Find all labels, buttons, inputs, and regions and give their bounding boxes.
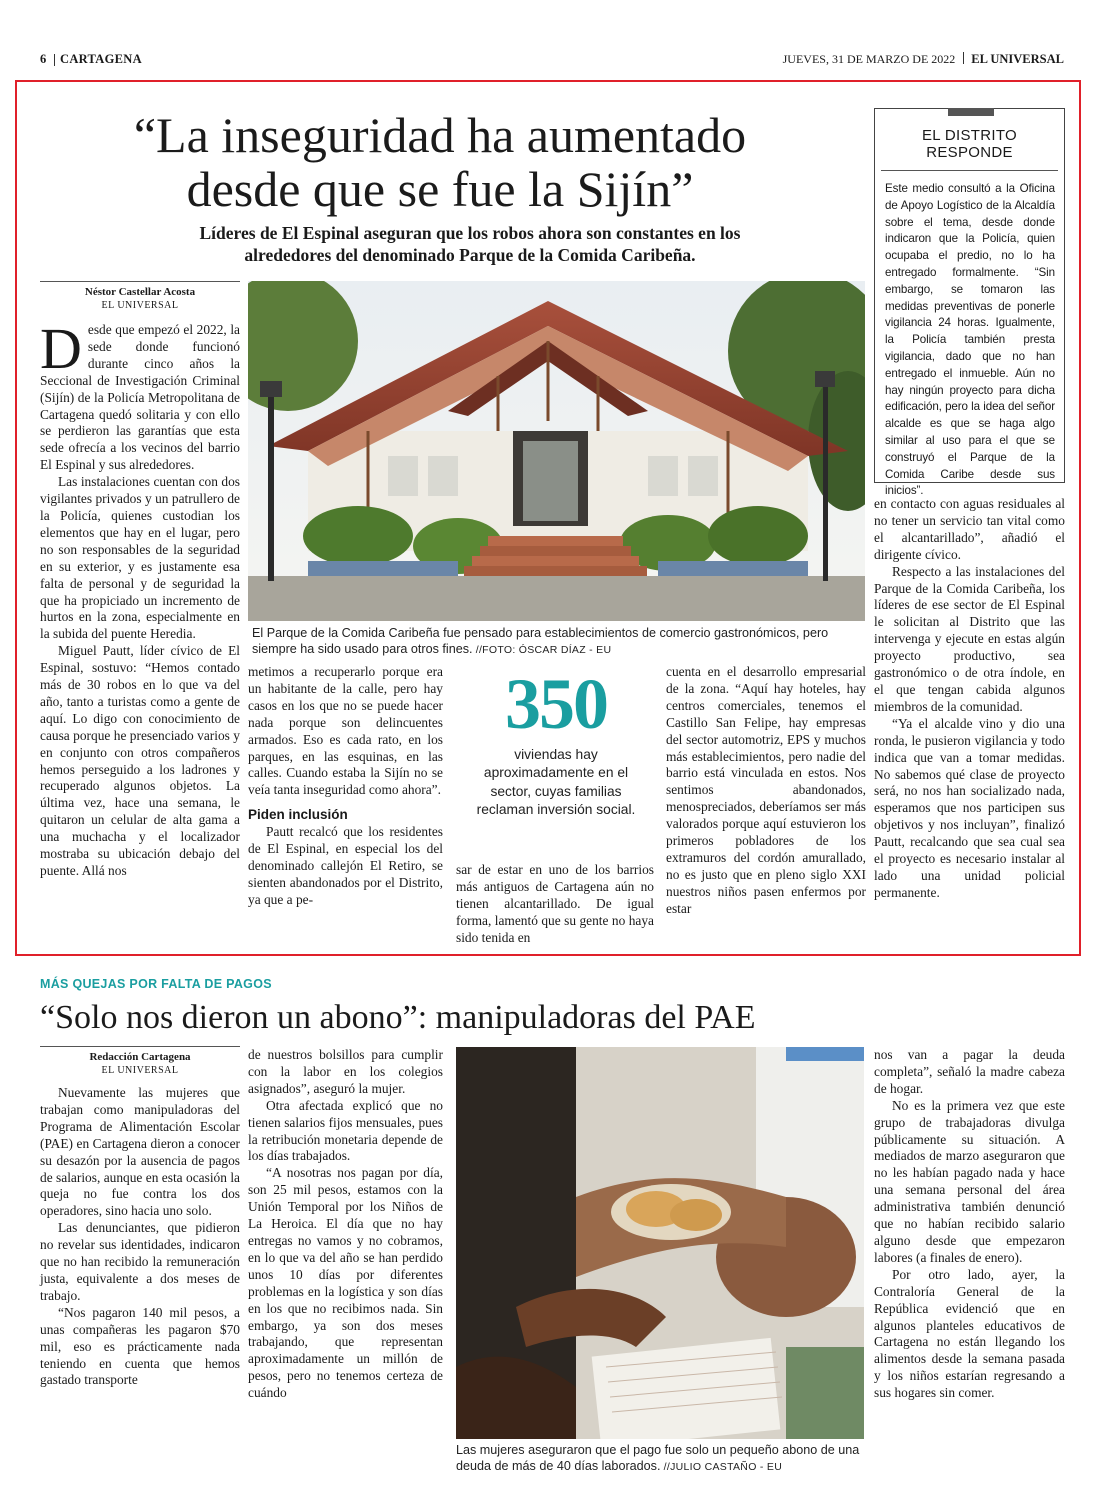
- second-kicker: MÁS QUEJAS POR FALTA DE PAGOS: [40, 977, 272, 991]
- main-column-4: cuenta en el desarrollo empresarial de la zona. “Aquí hay hoteles, hay centros comerciales, tenemos el Castillo San Felipe, hay empresas del sector automotriz, EPS y muchos más establecimientos, pero nadie del barrio está vinculada en estos. Nos sentimos abandonados, menospreciados, deberíamos ser más valorados porque aquí estuvieron los primeros pobladores de los extramuros del cordón amurallado, no es justo que en pleno siglo XXI nuestros niños pasen enfermos por estar: [666, 664, 866, 916]
- sidebar-box: [874, 108, 1065, 498]
- section-name: CARTAGENA: [60, 52, 142, 66]
- issue-date: JUEVES, 31 DE MARZO DE 2022: [782, 52, 956, 66]
- publication-name: EL UNIVERSAL: [971, 52, 1064, 66]
- author-name: Néstor Castellar Acosta: [84, 286, 196, 298]
- header-divider: [54, 54, 55, 66]
- author-outlet: EL UNIVERSAL: [101, 300, 179, 311]
- main-deck: Líderes de El Espinal aseguran que los robos ahora son constantes en los alrededores del denominado Parque de la Comida Caribeña.: [199, 223, 741, 265]
- main-column-2: metimos a recuperarlo porque era un habitante de la calle, pero hay casos en los que no se puede hacer nada porque son delincuentes armados. Eso es cada rato, en los parques, en las esquinas, en las calles. Cuando estaba la Sijín no se veía tanta inseguridad como ahora”. Piden inclusión Pautt recalcó que los residentes de El Espinal, en especial los del denominado callejón El Retiro, se sienten abandonados por el Distrito, ya que a pe-: [248, 664, 443, 907]
- sidebar-tab: [948, 108, 994, 116]
- stat-callout: [456, 664, 656, 820]
- manipuladoras-photo: [456, 1047, 864, 1439]
- main-column-3: sar de estar en uno de los barrios más antiguos de Cartagena aún no tienen alcantarillado. De igual forma, lamentó que su gente no haya sido tenida en: [456, 862, 654, 945]
- building-illustration: [248, 281, 865, 621]
- lead-paragraph: Desde que empezó el 2022, la sede donde funcionó durante cinco años la Seccional de Investigación Criminal (Sijín) de la Policía Metropolitana de Cartagena quedó solitaria y con ello se perdieron las garantías que esta sede ofrecía a los vecinos del barrio El Espinal y sus alrededores.: [40, 316, 240, 473]
- main-column-1: Desde que empezó el 2022, la sede donde funcionó durante cinco años la Seccional de Investigación Criminal (Sijín) de la Policía Metropolitana de Cartagena quedó solitaria y con ello se perdieron las garantías que esta sede ofrecía a los vecinos del barrio El Espinal y sus alrededores. Las instalaciones cuentan con dos vigilantes privados y un patrullero de la Policía, quienes custodian los elementos que hay en el lugar, pero no son responsables de la seguridad en su exterior, y es justamente esa falta de personal y de seguridad la que ha propiciado un incremento de hurtos en la zona, especialmente en la subida del puente Heredia. Miguel Pautt, líder cívico de El Espinal, sostuvo: “Hemos contado más de 30 robos en lo que va del año, tanto a turistas como a gente de aquí. Lo digo con conocimiento de causa porque he presenciado varios y en conjunto con otros compañeros hemos perseguido a los ladrones y recuperado algunos objetos. La última vez, hace una semana, le quitaron un celular de alta gama a una muchacha y el localizador mostraba su ubicación debajo del puente. Allá nos: [40, 316, 240, 878]
- second-photo-credit: //JULIO CASTAÑO - EU: [660, 1461, 783, 1473]
- second-headline: “Solo nos dieron un abono”: manipuladoras del PAE: [40, 999, 756, 1036]
- main-byline: [40, 281, 240, 312]
- main-column-5: en contacto con aguas residuales al no tener un servicio tan vital como el alcantarillado”, añadió el dirigente cívico. Respecto a las instalaciones del Parque de la Comida Caribeña, los líderes de ese sector de El Espinal le solicitan al Distrito que las intervenga y ejecute en estas algún proyecto productivo, sea gastronómico o de otra índole, en el que tengan cabida algunos miembros de la comunidad. “Ya el alcalde vino y dio una ronda, le pusieron vigilancia y todo indica que van a tomar medidas. No sabemos qué clase de proyecto será, no nos han socializado nada, esperamos que nos participen sus objetivos y nos incluyan”, finalizó Pautt, recalcando que sea cual sea el proyecto es necesario instalar al lado una unidad policial permanente.: [874, 496, 1065, 900]
- drop-cap: D: [40, 316, 82, 381]
- sidebar-title: EL DISTRITO RESPONDE: [922, 127, 1017, 161]
- main-headline: [40, 108, 840, 216]
- second-column-4: nos van a pagar la deuda completa”, señaló la madre cabeza de hogar. No es la primera vez que este grupo de trabajadoras divulga públicamente su situación. A mediados de marzo aseguraron que no les habían pagado nada y hace una semana personal del área administrativa también denunció que no habían recibido salario alguno desde que empezaron labores (a finales de enero). Por otro lado, ayer, la Contraloría General de la República evidenció que en algunos planteles educativos de Cartagena no están llegando los alimentos desde la semana pasada y los niños estarían regresando a sus hogares sin comer.: [874, 1047, 1065, 1401]
- page-number: 6: [40, 52, 47, 66]
- second-photo-caption: Las mujeres aseguraron que el pago fue solo un pequeño abono de una deuda de más de 40 días laborados. //JULIO CASTAÑO - EU: [456, 1443, 860, 1473]
- second-byline: Redacción Cartagena EL UNIVERSAL: [40, 1046, 240, 1077]
- header-right: [783, 52, 1064, 67]
- sidebar-body: Este medio consultó a la Oficina de Apoyo Logístico de la Alcaldía sobre el tema, desde donde indicaron que la Policía, quien ocupaba el predio, no lo ha entregado formalmente. “Sin embargo, se tomaron las medidas preventivas de ponerle vigilancia 24 horas. Igualmente, la Policía también presta vigilancia, dado que no han entregado el inmueble. Aún no hay ningún proyecto para dicha edificación, pero la idea del señor alcalde es que se haga algo similar al uso para el que se construyó el Parque de la Comida Caribe desde sus inicios”.: [885, 182, 1055, 498]
- parque-photo: [248, 281, 865, 621]
- second-column-2: de nuestros bolsillos para cumplir con la labor en los colegios asignados”, aseguró la mujer. Otra afectada explicó que no tienen salarios fijos mensuales, pues la retribución monetaria depende de los días trabajados. “A nosotras nos pagan por día, son 25 mil pesos, estamos con la Unión Temporal por los Niños de La Heroica. El día que no hay entregas no vamos y no cobramos, en lo que va del año se han perdido unos 10 días por diferentes problemas en la logística y son días en los que no recibimos nada. Sin embargo, ya son dos meses trabajando, que representan aproximadamente un millón de pesos, pero no tenemos certeza de cuándo: [248, 1047, 443, 1401]
- main-headline-line1: “La inseguridad ha aumentado: [133, 107, 747, 163]
- photo-credit: //FOTO: ÓSCAR DÍAZ - EU: [472, 644, 612, 656]
- second-column-1: Nuevamente las mujeres que trabajan como manipuladoras del Programa de Alimentación Escolar (PAE) en Cartagena dieron a conocer su desazón por la ausencia de pagos de salarios, aunque en esta ocasión la queja no fue contra los dos operadores, sino hacia uno solo. Las denunciantes, que pidieron no revelar sus identidades, indicaron que no han recibido la remuneración justa, equivalente a dos meses de trabajo. “Nos pagaron 140 mil pesos, a unas compañeras les pagaron $70 mil, eso es prácticamente nada teniendo en cuenta que hemos gastado transporte: [40, 1085, 240, 1388]
- stat-description: viviendas hay aproximadamente en el sector, cuyas familias reclaman inversión social.: [476, 747, 636, 818]
- main-photo-caption: El Parque de la Comida Caribeña fue pensado para establecimientos de comercio gastronómicos, pero siempre ha sido usado para otros fines. //FOTO: ÓSCAR DÍAZ - EU: [252, 626, 829, 656]
- main-headline-line2: desde que se fue la Sijín”: [186, 161, 694, 217]
- hands-illustration: [456, 1047, 864, 1439]
- subhead-piden-inclusion: Piden inclusión: [248, 807, 348, 823]
- page-header: [40, 52, 1064, 70]
- stat-number: 350: [505, 664, 607, 744]
